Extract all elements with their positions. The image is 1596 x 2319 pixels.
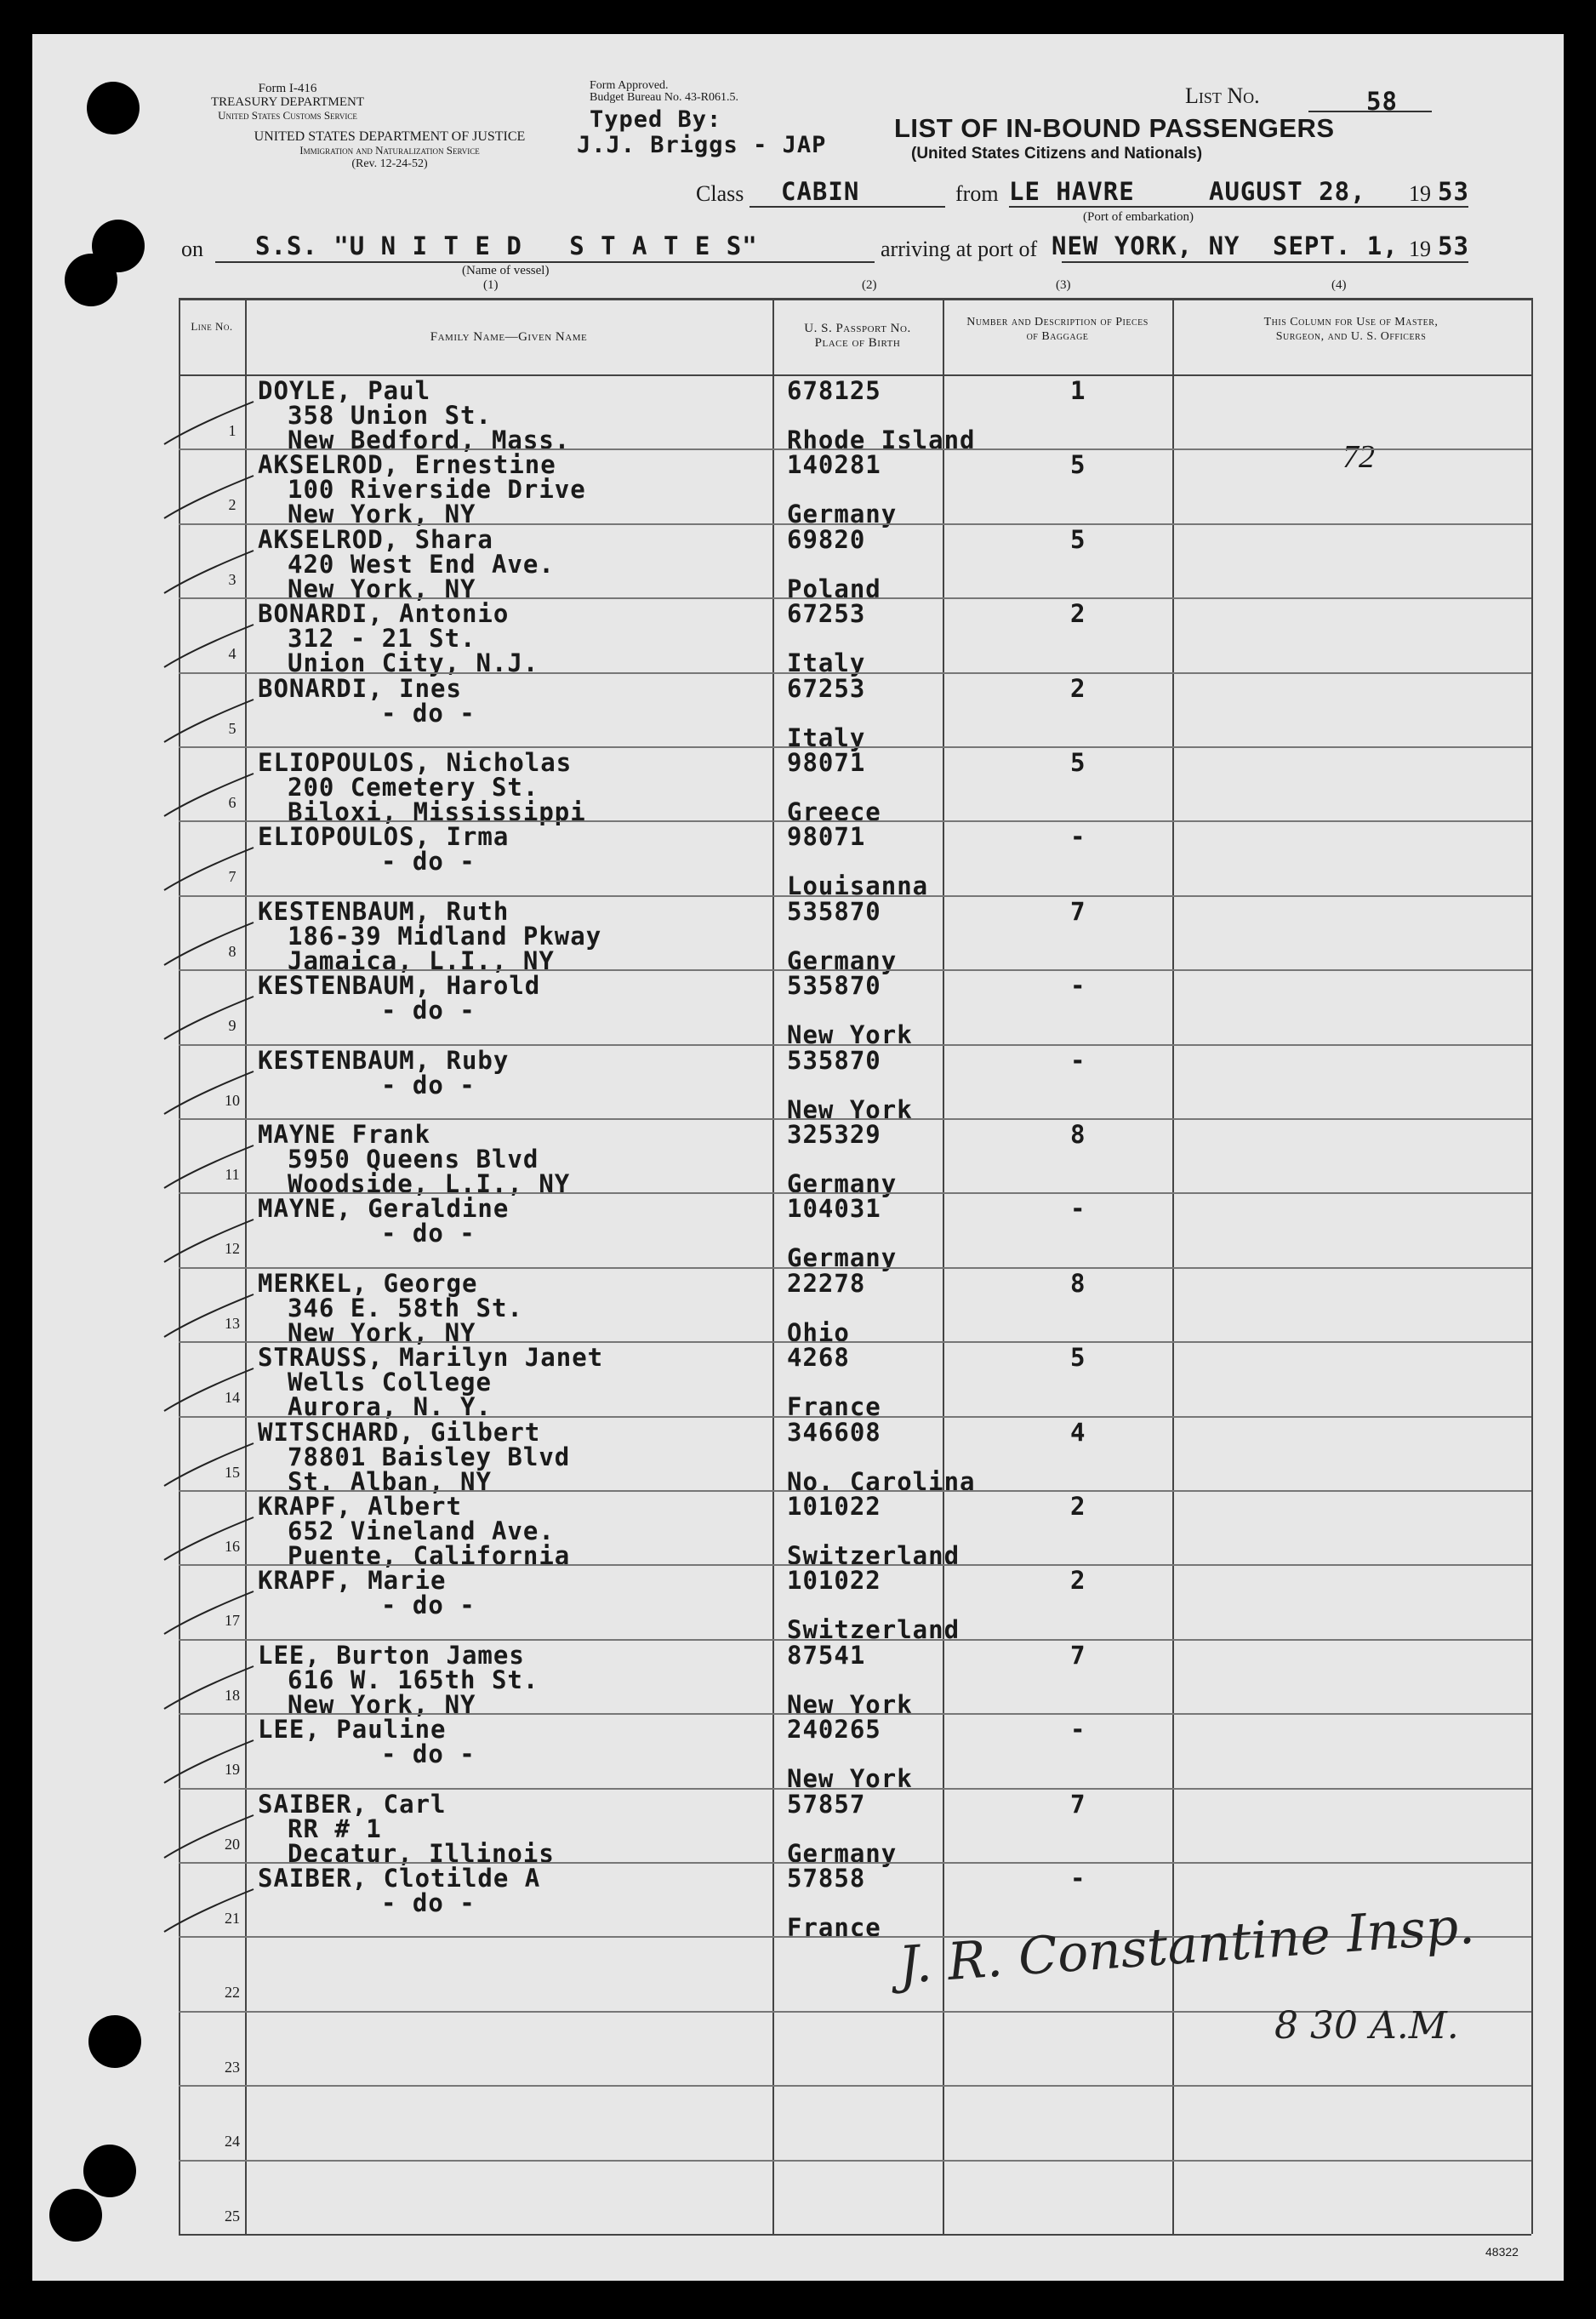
- passenger-address-2: New York, NY: [288, 1689, 476, 1719]
- place-of-birth: New York: [787, 1764, 913, 1794]
- passenger-name: SAIBER, Carl: [258, 1789, 447, 1819]
- line-number: 25: [225, 2207, 240, 2225]
- col-num-4: (4): [1331, 278, 1347, 292]
- from-label: from: [955, 181, 999, 206]
- passport-number: 69820: [787, 524, 866, 554]
- customs-service: United States Customs Service: [218, 109, 357, 122]
- treasury-dept: TREASURY DEPARTMENT: [210, 95, 365, 109]
- check-mark: [160, 549, 262, 600]
- passenger-name: BONARDI, Ines: [258, 673, 462, 703]
- passenger-address-1: - do -: [381, 1591, 476, 1620]
- passenger-address-1: - do -: [381, 847, 476, 877]
- check-mark: [160, 1739, 262, 1790]
- passenger-name: KESTENBAUM, Ruth: [258, 896, 510, 926]
- line-number: 19: [225, 1761, 240, 1779]
- header-line-no: Line No.: [191, 320, 233, 333]
- passport-number: 101022: [787, 1492, 881, 1521]
- baggage-count: 5: [1070, 524, 1086, 554]
- baggage-count: 4: [1070, 1417, 1086, 1447]
- line-number: 15: [225, 1463, 240, 1481]
- passenger-name: STRAUSS, Marilyn Janet: [258, 1343, 604, 1373]
- passport-number: 4268: [787, 1343, 850, 1373]
- baggage-count: -: [1070, 971, 1086, 1001]
- passenger-name: SAIBER, Clotilde A: [258, 1864, 541, 1893]
- passenger-address-1: RR # 1: [288, 1814, 382, 1843]
- baggage-count: 2: [1070, 599, 1086, 629]
- line-number: 11: [225, 1166, 240, 1183]
- passenger-address-2: New Bedford, Mass.: [288, 426, 571, 454]
- agency-block: [194, 82, 381, 123]
- passport-number: 535870: [787, 971, 881, 1001]
- passenger-address-1: 100 Riverside Drive: [288, 475, 586, 505]
- check-mark: [160, 1218, 262, 1269]
- binder-hole: [65, 254, 117, 306]
- row-divider: [179, 2160, 1531, 2162]
- header-passport: U. S. Passport No. Place of Birth: [804, 322, 911, 350]
- manifest-page: [32, 34, 1564, 2281]
- check-mark: [160, 1144, 262, 1195]
- passenger-address-2: Union City, N.J.: [288, 648, 539, 678]
- arrival-port: NEW YORK, NY: [1052, 231, 1240, 260]
- check-mark: [160, 921, 262, 972]
- passenger-name: LEE, Burton James: [258, 1640, 525, 1670]
- check-mark: [160, 1293, 262, 1344]
- passport-number: 98071: [787, 822, 866, 852]
- place-of-birth: New York: [787, 1020, 913, 1050]
- passenger-name: ELIOPOULOS, Irma: [258, 822, 510, 852]
- baggage-count: 8: [1070, 1268, 1086, 1298]
- place-of-birth: Germany: [787, 500, 898, 529]
- passport-number: 240265: [787, 1715, 881, 1745]
- check-mark: [160, 1367, 262, 1418]
- passenger-name: ELIOPOULOS, Nicholas: [258, 748, 573, 777]
- place-of-birth: New York: [787, 1094, 913, 1124]
- justice-block: [185, 130, 594, 171]
- form-number: Form I-416: [258, 82, 317, 95]
- passport-number: 535870: [787, 896, 881, 926]
- place-of-birth: Italy: [787, 723, 866, 752]
- place-of-birth: Germany: [787, 1169, 898, 1198]
- check-mark: [160, 772, 262, 823]
- line-number: 1: [228, 422, 237, 439]
- passenger-address-1: - do -: [381, 1739, 476, 1769]
- list-no-label: List No.: [1185, 83, 1260, 108]
- line-number: 10: [225, 1091, 240, 1109]
- baggage-count: 7: [1070, 1789, 1086, 1819]
- line-number: 12: [225, 1240, 240, 1258]
- form-subtitle: (United States Citizens and Nationals): [911, 145, 1203, 163]
- passenger-address-1: 420 West End Ave.: [288, 549, 555, 579]
- line-number: 7: [228, 868, 237, 886]
- line-number: 3: [228, 570, 237, 588]
- place-of-birth: Louisanna: [787, 871, 929, 901]
- row-divider: [179, 2085, 1531, 2087]
- passenger-address-1: 358 Union St.: [288, 401, 492, 430]
- passenger-name: LEE, Pauline: [258, 1715, 447, 1745]
- passenger-name: KRAPF, Albert: [258, 1492, 462, 1521]
- header-name: Family Name—Given Name: [430, 330, 588, 344]
- arrival-year: 53: [1438, 231, 1469, 260]
- passenger-address-1: 616 W. 165th St.: [288, 1665, 539, 1694]
- passenger-address-1: 186-39 Midland Pkway: [288, 921, 602, 951]
- baggage-count: 5: [1070, 748, 1086, 777]
- line-number: 6: [228, 794, 237, 811]
- line-number: 22: [225, 1984, 240, 2002]
- check-mark: [160, 846, 262, 897]
- class-value: CABIN: [781, 177, 860, 206]
- passenger-address-1: - do -: [381, 996, 476, 1025]
- check-mark: [160, 995, 262, 1046]
- on-label: on: [181, 237, 203, 261]
- passenger-address-2: St. Alban, NY: [288, 1466, 492, 1496]
- passenger-address-1: - do -: [381, 698, 476, 728]
- baggage-count: -: [1070, 1864, 1086, 1893]
- passenger-address-1: 5950 Queens Blvd: [288, 1145, 539, 1174]
- line-number: 5: [228, 719, 237, 737]
- passport-number: 101022: [787, 1566, 881, 1596]
- passenger-address-1: Wells College: [288, 1368, 492, 1397]
- line-number: 21: [225, 1910, 240, 1927]
- line-number: 8: [228, 942, 237, 960]
- passport-number: 67253: [787, 673, 866, 703]
- baggage-count: 7: [1070, 1640, 1086, 1670]
- baggage-count: 1: [1070, 376, 1086, 405]
- passport-number: 346608: [787, 1417, 881, 1447]
- officer-note: 72: [1342, 439, 1375, 475]
- place-of-birth: Italy: [787, 648, 866, 678]
- line-number: 9: [228, 1017, 237, 1035]
- passenger-name: WITSCHARD, Gilbert: [258, 1417, 541, 1447]
- header-officers: This Column for Use of Master, Surgeon, and U. S. Officers: [1263, 316, 1439, 343]
- place-of-birth: Poland: [787, 574, 881, 603]
- check-mark: [160, 1070, 262, 1121]
- line-number: 13: [225, 1314, 240, 1332]
- passenger-address-1: - do -: [381, 1888, 476, 1917]
- check-mark: [160, 1442, 262, 1493]
- passenger-name: DOYLE, Paul: [258, 376, 431, 405]
- line-number: 14: [225, 1389, 240, 1407]
- passenger-address-2: Decatur, Illinois: [288, 1838, 555, 1868]
- ins-service: Immigration and Naturalization Service: [299, 144, 480, 157]
- baggage-count: -: [1070, 822, 1086, 852]
- passport-number: 98071: [787, 748, 866, 777]
- vessel-caption: (Name of vessel): [462, 264, 550, 277]
- passport-number: 678125: [787, 376, 881, 405]
- baggage-count: 2: [1070, 673, 1086, 703]
- passport-number: 57857: [787, 1789, 866, 1819]
- baggage-count: -: [1070, 1194, 1086, 1224]
- form-approved: Form Approved.: [590, 79, 669, 92]
- passenger-address-2: New York, NY: [288, 500, 476, 529]
- baggage-count: 2: [1070, 1492, 1086, 1521]
- check-mark: [160, 1590, 262, 1641]
- line-number: 20: [225, 1835, 240, 1853]
- passenger-address-1: 78801 Baisley Blvd: [288, 1442, 571, 1471]
- line-number: 16: [225, 1538, 240, 1555]
- baggage-count: 8: [1070, 1120, 1086, 1149]
- line-number: 2: [228, 496, 237, 514]
- form-code: 48322: [1485, 2245, 1519, 2259]
- check-mark: [160, 1665, 262, 1716]
- embark-date: AUGUST 28,: [1209, 177, 1366, 206]
- place-of-birth: Germany: [787, 1243, 898, 1273]
- passport-number: 22278: [787, 1268, 866, 1298]
- embark-port: LE HAVRE: [1009, 177, 1135, 206]
- budget-bureau: Budget Bureau No. 43-R061.5.: [590, 91, 738, 104]
- passport-number: 140281: [787, 450, 881, 480]
- binder-hole: [88, 2015, 141, 2068]
- line-number: 18: [225, 1686, 240, 1704]
- passenger-address-1: - do -: [381, 1070, 476, 1100]
- passenger-name: MAYNE, Geraldine: [258, 1194, 510, 1224]
- passport-number: 87541: [787, 1640, 866, 1670]
- line-number: 4: [228, 645, 237, 663]
- passenger-name: KESTENBAUM, Harold: [258, 971, 541, 1001]
- baggage-count: -: [1070, 1045, 1086, 1075]
- approval-block: [590, 80, 738, 104]
- header-baggage: Number and Description of Pieces of Baggage: [966, 316, 1149, 343]
- baggage-count: 2: [1070, 1566, 1086, 1596]
- place-of-birth: Switzerland: [787, 1615, 960, 1645]
- line-number: 23: [225, 2058, 240, 2076]
- vessel-name: S.S. "U N I T E D S T A T E S": [255, 231, 758, 260]
- justice-dept: UNITED STATES DEPARTMENT OF JUSTICE: [254, 129, 526, 144]
- passenger-address-1: 652 Vineland Ave.: [288, 1516, 555, 1545]
- port-embark-caption: (Port of embarkation): [1083, 210, 1194, 224]
- inspector-signature: [883, 1881, 1555, 2076]
- passenger-address-2: New York, NY: [288, 574, 476, 603]
- passenger-address-1: 312 - 21 St.: [288, 624, 476, 654]
- place-of-birth: Greece: [787, 797, 881, 826]
- binder-hole: [83, 2145, 136, 2197]
- place-of-birth: Ohio: [787, 1317, 850, 1347]
- year-prefix-1: 19: [1409, 181, 1431, 206]
- col-num-2: (2): [862, 278, 877, 292]
- check-mark: [160, 698, 262, 749]
- place-of-birth: Germany: [787, 1838, 898, 1868]
- passenger-name: AKSELROD, Shara: [258, 524, 493, 554]
- passenger-address-2: Jamaica, L.I., NY: [288, 945, 555, 975]
- arriving-label: arriving at port of: [881, 237, 1038, 261]
- check-mark: [160, 623, 262, 674]
- passenger-name: AKSELROD, Ernestine: [258, 450, 556, 480]
- passenger-address-2: Puente, California: [288, 1541, 571, 1570]
- passport-number: 325329: [787, 1120, 881, 1149]
- check-mark: [160, 1888, 262, 1939]
- passport-number: 67253: [787, 599, 866, 629]
- embark-year: 53: [1438, 177, 1469, 206]
- list-number: 58: [1366, 87, 1398, 116]
- class-label: Class: [696, 181, 744, 206]
- check-mark: [160, 1516, 262, 1567]
- revision-date: (Rev. 12-24-52): [351, 157, 428, 170]
- typist-name: J.J. Briggs - JAP: [577, 132, 827, 158]
- signature-time: 8 30 A.M.: [1274, 2004, 1459, 2048]
- binder-hole: [87, 82, 140, 134]
- place-of-birth: No. Carolina: [787, 1466, 976, 1496]
- place-of-birth: New York: [787, 1689, 913, 1719]
- passenger-address-2: New York, NY: [288, 1317, 476, 1347]
- place-of-birth: Germany: [787, 945, 898, 975]
- line-number: 17: [225, 1612, 240, 1630]
- passenger-address-1: 346 E. 58th St.: [288, 1293, 523, 1322]
- passport-number: 535870: [787, 1045, 881, 1075]
- place-of-birth: France: [787, 1392, 881, 1422]
- signature-text: J. R. Constantine Insp.: [897, 1895, 1477, 1996]
- check-mark: [160, 400, 262, 451]
- baggage-count: 5: [1070, 1343, 1086, 1373]
- passenger-name: KRAPF, Marie: [258, 1566, 447, 1596]
- passenger-address-1: 200 Cemetery St.: [288, 773, 539, 802]
- arrival-date: SEPT. 1,: [1273, 231, 1399, 260]
- passenger-name: MAYNE Frank: [258, 1120, 431, 1149]
- col-num-3: (3): [1056, 278, 1071, 292]
- line-number: 24: [225, 2133, 240, 2151]
- check-mark: [160, 474, 262, 525]
- passport-number: 57858: [787, 1864, 866, 1893]
- form-title: LIST OF IN-BOUND PASSENGERS: [894, 113, 1335, 143]
- place-of-birth: Rhode Island: [787, 426, 976, 454]
- baggage-count: 7: [1070, 896, 1086, 926]
- typed-by-label: Typed By:: [590, 106, 722, 133]
- passenger-name: MERKEL, George: [258, 1268, 478, 1298]
- binder-hole: [49, 2189, 102, 2242]
- year-prefix-2: 19: [1409, 237, 1431, 261]
- passenger-address-2: Woodside, L.I., NY: [288, 1169, 571, 1198]
- passenger-name: KESTENBAUM, Ruby: [258, 1045, 510, 1075]
- place-of-birth: Switzerland: [787, 1541, 960, 1570]
- passenger-address-2: Biloxi, Mississippi: [288, 797, 586, 826]
- baggage-count: 5: [1070, 450, 1086, 480]
- col-num-1: (1): [483, 278, 499, 292]
- passenger-address-2: Aurora, N. Y.: [288, 1392, 492, 1422]
- passenger-address-1: - do -: [381, 1219, 476, 1248]
- baggage-count: -: [1070, 1715, 1086, 1745]
- passport-number: 104031: [787, 1194, 881, 1224]
- place-of-birth: France: [787, 1913, 881, 1942]
- check-mark: [160, 1814, 262, 1865]
- passenger-name: BONARDI, Antonio: [258, 599, 510, 629]
